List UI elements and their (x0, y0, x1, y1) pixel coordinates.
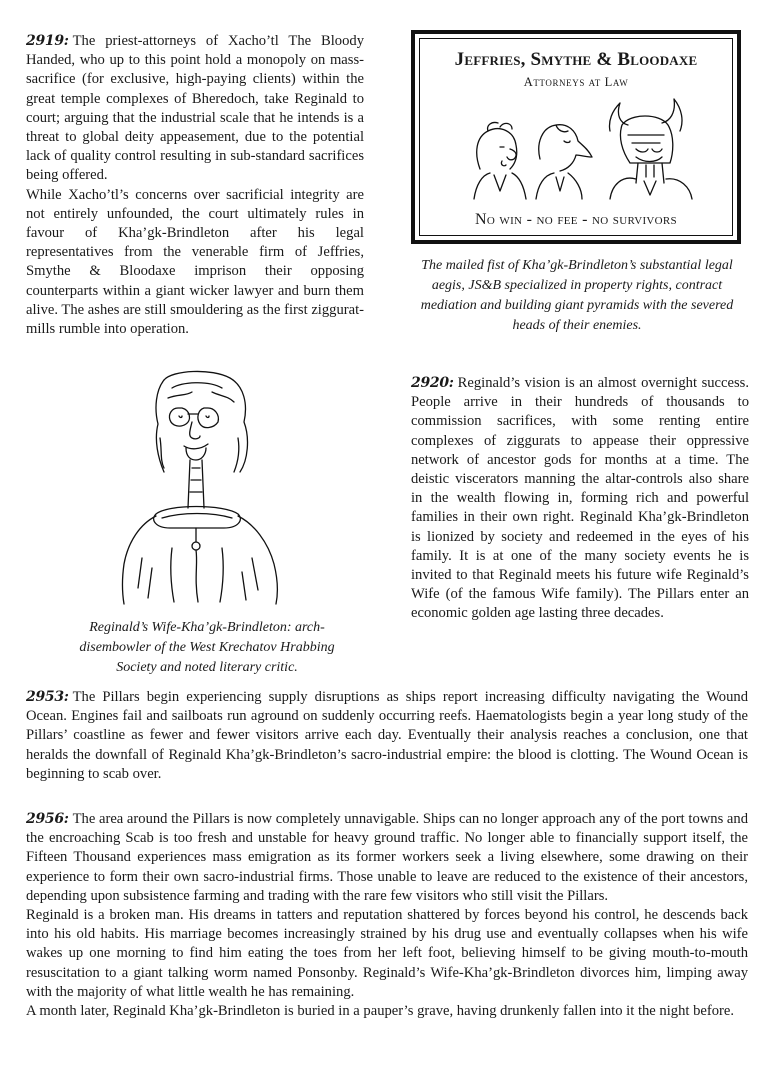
entry-2953 (26, 688, 748, 784)
year-2920: 2920: (411, 375, 454, 391)
entry-2919-para-1: 2919: The priest-attorneys of Xacho’tl The Bloody Handed, who up to this point hold a monopoly on mass-sacrifice (for exclusive, high-paying clients) within the great temple complexes of Bheredoch, take Reginald to court; arguing that the industrial scale that he intends is a threat to global deity appeasement, due to the potential lack of quality control resulting in sub-standard sacrifices being offered. (26, 33, 364, 184)
entry-2956 (26, 810, 748, 1021)
entry-2956-para-1: 2956: The area around the Pillars is now completely unnavigable. Ships can no longer approach any of the port towns and the encroaching Scab is too fresh and unstable for heavy ground traffic. No longer able to financially support itself, the Fifteen Thousand experiences mass emigration as its former workers seek a living elsewhere, some drawing on their experience to form their own sacro-industrial firms. Those unable to leave are reduced to the existence of their ancestors, depending upon subsistence farming and trading with the rare few visitors who still visit the Pillars. (26, 811, 748, 904)
law-firm-advert (411, 30, 741, 244)
entry-2956-para-3: A month later, Reginald Kha’gk-Brindleton is buried in a pauper’s grave, having drunkenly fallen into it the night before. (26, 1003, 734, 1020)
year-2953: 2953: (26, 689, 69, 705)
advert-inner-border (419, 38, 733, 236)
entry-2953-para-1: 2953: The Pillars begin experiencing supply disruptions as ships report increasing difficulty navigating the Wound Ocean. Engines fail and sailboats run aground on suddenly occurring reefs. Haematologists begin a year long study of the Pillars’ coastline as fewer and fewer visitors arrive each day. Eventually their analysis reaches a conclusion, one that heralds the downfall of Reginald Kha’gk-Brindleton’s sacro-industrial empire: the blood is clotting. The Wound Ocean is beginning to scab over. (26, 689, 748, 782)
portrait-caption: Reginald’s Wife-Kha’gk-Brindleton: arch-disembowler of the West Krechatov Hrabbing Society and noted literary critic. (79, 620, 335, 675)
year-2919: 2919: (26, 33, 69, 49)
entry-2919-para-2: While Xacho’tl’s concerns over sacrificial integrity are not entirely unfounded, the court ultimately rules in favour of Kha’gk-Brindleton after his legal representatives from the venerable firm of Jeffries, Smythe & Bloodaxe imprison their opposing counterparts within a giant wicker lawyer and burn them alive. The ashes are still smouldering as the first ziggurat-mills rumble into operation. (26, 186, 364, 338)
firm-slogan: No win - no fee - no survivors (475, 211, 677, 228)
entry-2956-para-2: Reginald is a broken man. His dreams in tatters and reputation shattered by forces beyond his control, he descends back into his old habits. His marriage becomes increasingly strained by his drug use and eventually collapses when his wife wakes up one morning to find him eating the toes from her left foot, believing himself to be giving mouth-to-mouth resuscitation to a giant talking worm named Ponsonby. Reginald’s Wife-Kha’gk-Brindleton divorces him, limping away with the majority of what little wealth he has remaining. (26, 907, 748, 1000)
firm-subtitle: Attorneys at Law (523, 75, 629, 89)
entry-2920 (411, 374, 749, 624)
advert-caption: The mailed fist of Kha’gk-Brindleton’s substantial legal aegis, JS&B specialized in property rights, contract mediation and building giant pyramids with the severed heads of their enemies. (420, 258, 734, 333)
entry-2919 (26, 32, 364, 339)
year-2956: 2956: (26, 811, 69, 827)
three-lawyers-illustration (460, 91, 700, 203)
entry-2920-para-1: 2920: Reginald’s vision is an almost overnight success. People arrive in their hundreds of thousands to commission sacrifices, with some renting entire complexes of ziggurats to appease their oppressive network of ancestor gods for months at a time. The deistic viscerators manning the altar-controls also share in the wealth flowing in, forming rich and powerful families in their own right. Reginald Kha’gk-Brindleton is lionized by society and redeemed in the eyes of his family. It is at one of the many society events he is invited to that Reginald meets his future wife Reginald’s Wife (of the famous Wife family). The Pillars enter an economic golden age lasting three decades. (411, 375, 749, 622)
reginalds-wife-portrait (112, 368, 302, 608)
firm-name: Jeffries, Smythe & Bloodaxe (454, 49, 698, 70)
